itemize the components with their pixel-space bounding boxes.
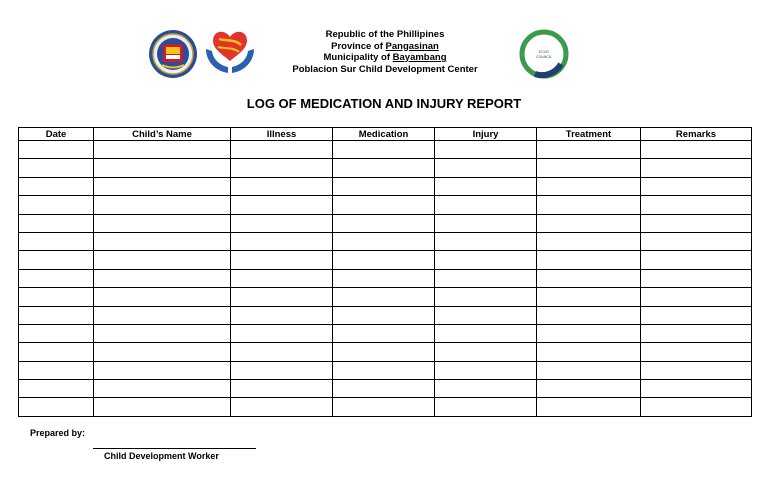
table-cell <box>19 251 94 269</box>
table-cell <box>231 398 333 416</box>
table-cell <box>333 324 435 342</box>
table-cell <box>435 196 537 214</box>
table-cell <box>537 196 641 214</box>
report-title: LOG OF MEDICATION AND INJURY REPORT <box>246 96 522 111</box>
table-cell <box>333 361 435 379</box>
table-cell <box>641 269 752 287</box>
prepared-by-label: Prepared by: <box>30 428 86 438</box>
table-cell <box>19 288 94 306</box>
table-cell <box>94 196 231 214</box>
medication-injury-log-table <box>18 127 752 417</box>
table-cell <box>435 398 537 416</box>
table-cell <box>333 214 435 232</box>
table-cell <box>231 288 333 306</box>
table-cell <box>333 196 435 214</box>
column-header-injury: Injury <box>435 128 537 141</box>
eccd-text-1: ECCD <box>539 50 549 54</box>
table-row <box>19 177 752 195</box>
table-cell <box>435 269 537 287</box>
table-cell <box>231 214 333 232</box>
table-cell <box>19 232 94 250</box>
table-row <box>19 343 752 361</box>
table-cell <box>19 269 94 287</box>
table-cell <box>231 361 333 379</box>
table-cell <box>435 214 537 232</box>
table-cell <box>231 177 333 195</box>
column-header-treatment: Treatment <box>537 128 641 141</box>
table-cell <box>435 361 537 379</box>
table-cell <box>19 343 94 361</box>
table-cell <box>231 159 333 177</box>
table-cell <box>94 159 231 177</box>
table-cell <box>333 380 435 398</box>
table-cell <box>641 380 752 398</box>
header-republic: Republic of the Phillipines <box>325 29 445 40</box>
eccd-text-2: COUNCIL <box>536 55 552 59</box>
table-cell <box>333 141 435 159</box>
column-header-remarks: Remarks <box>641 128 752 141</box>
table-cell <box>231 141 333 159</box>
table-row <box>19 196 752 214</box>
table-body <box>19 141 752 417</box>
column-header-date: Date <box>19 128 94 141</box>
table-cell <box>231 269 333 287</box>
table-cell <box>641 214 752 232</box>
header-center: Poblacion Sur Child Development Center <box>292 63 478 75</box>
table-cell <box>537 269 641 287</box>
document-header <box>270 29 500 75</box>
table-cell <box>94 306 231 324</box>
table-cell <box>94 251 231 269</box>
table-cell <box>537 343 641 361</box>
signature-line <box>93 448 256 449</box>
municipality-name: Bayambang <box>392 52 447 63</box>
table-cell <box>94 177 231 195</box>
table-cell <box>641 324 752 342</box>
table-cell <box>333 343 435 361</box>
table-cell <box>94 288 231 306</box>
table-row <box>19 361 752 379</box>
table-row <box>19 288 752 306</box>
table-cell <box>19 141 94 159</box>
table-cell <box>333 269 435 287</box>
table-cell <box>94 343 231 361</box>
table-cell <box>537 177 641 195</box>
table-cell <box>231 196 333 214</box>
table-row <box>19 214 752 232</box>
table-cell <box>94 141 231 159</box>
table-cell <box>537 324 641 342</box>
table-row <box>19 380 752 398</box>
table-cell <box>19 159 94 177</box>
table-cell <box>333 288 435 306</box>
table-cell <box>435 306 537 324</box>
table-cell <box>641 343 752 361</box>
table-cell <box>641 398 752 416</box>
table-cell <box>94 398 231 416</box>
table-cell <box>537 141 641 159</box>
table-cell <box>94 232 231 250</box>
table-cell <box>19 306 94 324</box>
table-cell <box>19 361 94 379</box>
table-row <box>19 269 752 287</box>
table-cell <box>641 251 752 269</box>
province-name: Pangasinan <box>385 40 439 52</box>
table-cell <box>333 232 435 250</box>
header-province: Province of Pangasinan <box>331 40 439 52</box>
table-cell <box>94 214 231 232</box>
table-cell <box>537 288 641 306</box>
hands-heart-icon <box>203 27 257 77</box>
table-cell <box>231 232 333 250</box>
table-cell <box>19 177 94 195</box>
table-cell <box>641 177 752 195</box>
table-cell <box>19 196 94 214</box>
table-row <box>19 306 752 324</box>
table-cell <box>231 324 333 342</box>
eccd-council-icon <box>519 29 569 79</box>
table-row <box>19 141 752 159</box>
table-cell <box>537 232 641 250</box>
table-cell <box>537 306 641 324</box>
table-row <box>19 251 752 269</box>
table-cell <box>435 343 537 361</box>
table-cell <box>94 269 231 287</box>
table-cell <box>641 361 752 379</box>
table-header-row <box>19 128 752 141</box>
table-cell <box>641 159 752 177</box>
table-cell <box>641 141 752 159</box>
table-cell <box>435 159 537 177</box>
table-cell <box>19 324 94 342</box>
table-cell <box>333 398 435 416</box>
table-row <box>19 324 752 342</box>
table-cell <box>435 324 537 342</box>
table-cell <box>641 196 752 214</box>
municipal-seal-icon <box>148 29 198 79</box>
table-cell <box>231 380 333 398</box>
table-cell <box>641 306 752 324</box>
table-cell <box>641 288 752 306</box>
table-cell <box>19 380 94 398</box>
table-row <box>19 398 752 416</box>
table-cell <box>537 214 641 232</box>
table-cell <box>537 361 641 379</box>
table-cell <box>94 380 231 398</box>
table-cell <box>19 214 94 232</box>
table-cell <box>19 398 94 416</box>
table-cell <box>435 177 537 195</box>
table-cell <box>641 232 752 250</box>
table-row <box>19 159 752 177</box>
table-cell <box>231 343 333 361</box>
table-cell <box>435 141 537 159</box>
column-header-medication: Medication <box>333 128 435 141</box>
table-cell <box>333 306 435 324</box>
header-municipality: Municipality of Bayambang <box>323 52 447 63</box>
column-header-child-name: Child’s Name <box>94 128 231 141</box>
table-cell <box>231 306 333 324</box>
table-cell <box>537 251 641 269</box>
table-cell <box>333 251 435 269</box>
table-cell <box>537 398 641 416</box>
table-cell <box>231 251 333 269</box>
table-cell <box>333 177 435 195</box>
table-cell <box>94 361 231 379</box>
table-cell <box>537 159 641 177</box>
table-cell <box>537 380 641 398</box>
signatory-title: Child Development Worker <box>104 451 219 461</box>
column-header-illness: Illness <box>231 128 333 141</box>
table-cell <box>435 232 537 250</box>
table-cell <box>435 288 537 306</box>
table-cell <box>435 380 537 398</box>
table-row <box>19 232 752 250</box>
table-cell <box>435 251 537 269</box>
table-cell <box>94 324 231 342</box>
table-cell <box>333 159 435 177</box>
